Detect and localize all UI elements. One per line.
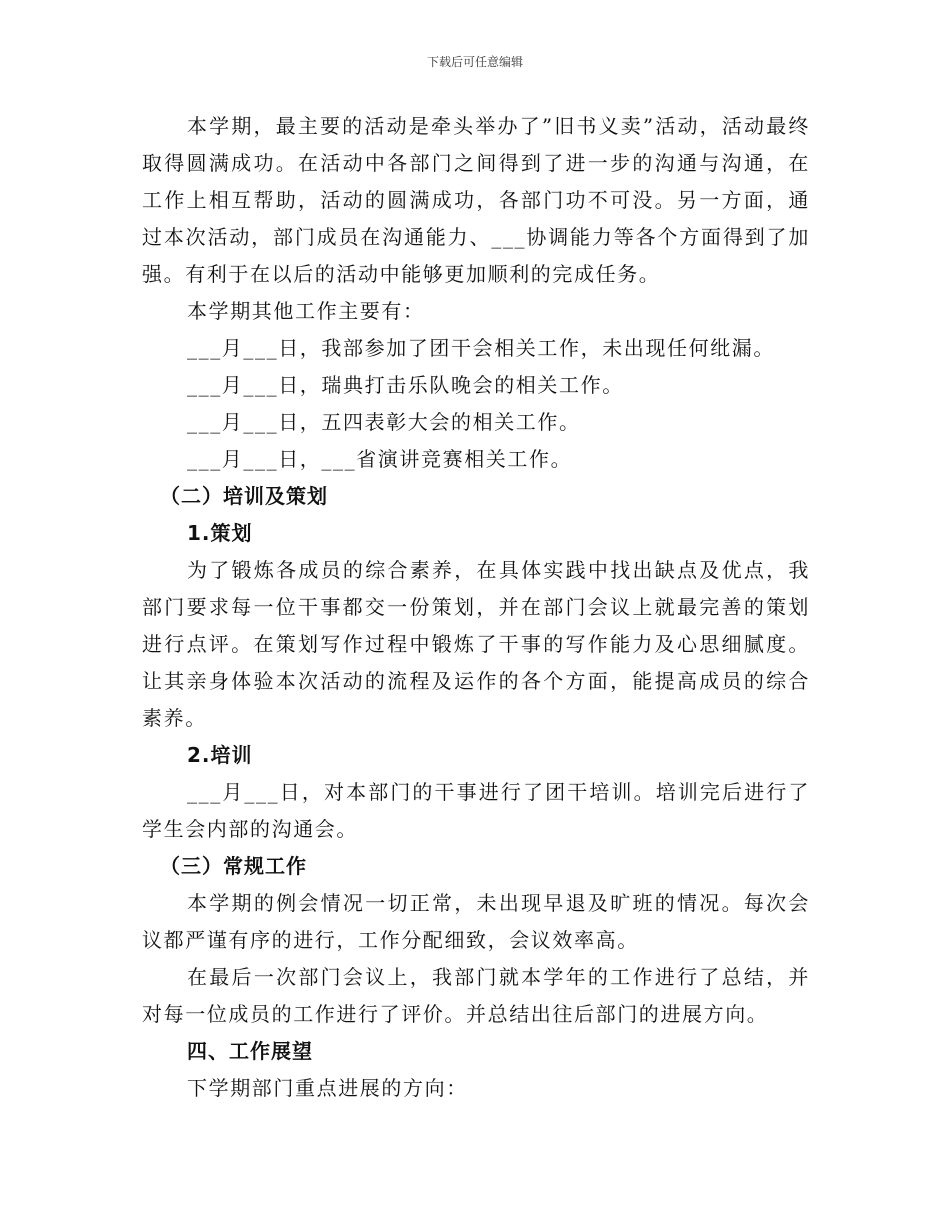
- section-heading: （三）常规工作: [160, 854, 307, 878]
- paragraph: 在最后一次部门会议上，我部门就本学年的工作进行了总结，并对每一位成员的工作进行了评价。并总结出往后部门的进展方向。: [142, 965, 810, 1026]
- section-heading: 四、工作展望: [187, 1039, 313, 1063]
- section-heading: （二）培训及策划: [160, 484, 328, 508]
- page-header: 下载后可任意编辑: [426, 55, 523, 69]
- list-item: ___月___日，五四表彰大会的相关工作。: [187, 410, 581, 434]
- paragraph: 下学期部门重点进展的方向：: [187, 1076, 468, 1100]
- list-item: ___月___日，瑞典打击乐队晚会的相关工作。: [187, 373, 624, 397]
- subsection-heading: 1.策划: [187, 521, 253, 545]
- paragraph: 为了锻炼各成员的综合素养，在具体实践中找出缺点及优点，我部门要求每一位干事都交一份策划，并在部门会议上就最完善的策划进行点评。在策划写作过程中锻炼了干事的写作能力及心思细腻度。让其亲身体验本次活动的流程及运作的各个方面，能提高成员的综合素养。: [142, 558, 810, 730]
- list-item: ___月___日，我部参加了团干会相关工作，未出现任何纰漏。: [187, 336, 775, 360]
- list-item: ___月___日，___省演讲竞赛相关工作。: [187, 447, 573, 471]
- paragraph: ___月___日，对本部门的干事进行了团干培训。培训完后进行了学生会内部的沟通会。: [142, 780, 810, 841]
- paragraph: 本学期，最主要的活动是牵头举办了”旧书义卖”活动，活动最终取得圆满成功。在活动中各部门之间得到了进一步的沟通与沟通，在工作上相互帮助，活动的圆满成功，各部门功不可没。另一方面，通过本次活动，部门成员在沟通能力、___协调能力等各个方面得到了加强。有利于在以后的活动中能够更加顺利的完成任务。: [142, 114, 810, 286]
- paragraph: 本学期的例会情况一切正常，未出现早退及旷班的情况。每次会议都严谨有序的进行，工作分配细致，会议效率高。: [142, 891, 810, 952]
- paragraph: 本学期其他工作主要有：: [187, 299, 425, 323]
- document-body: [142, 108, 810, 1107]
- subsection-heading: 2.培训: [187, 743, 253, 767]
